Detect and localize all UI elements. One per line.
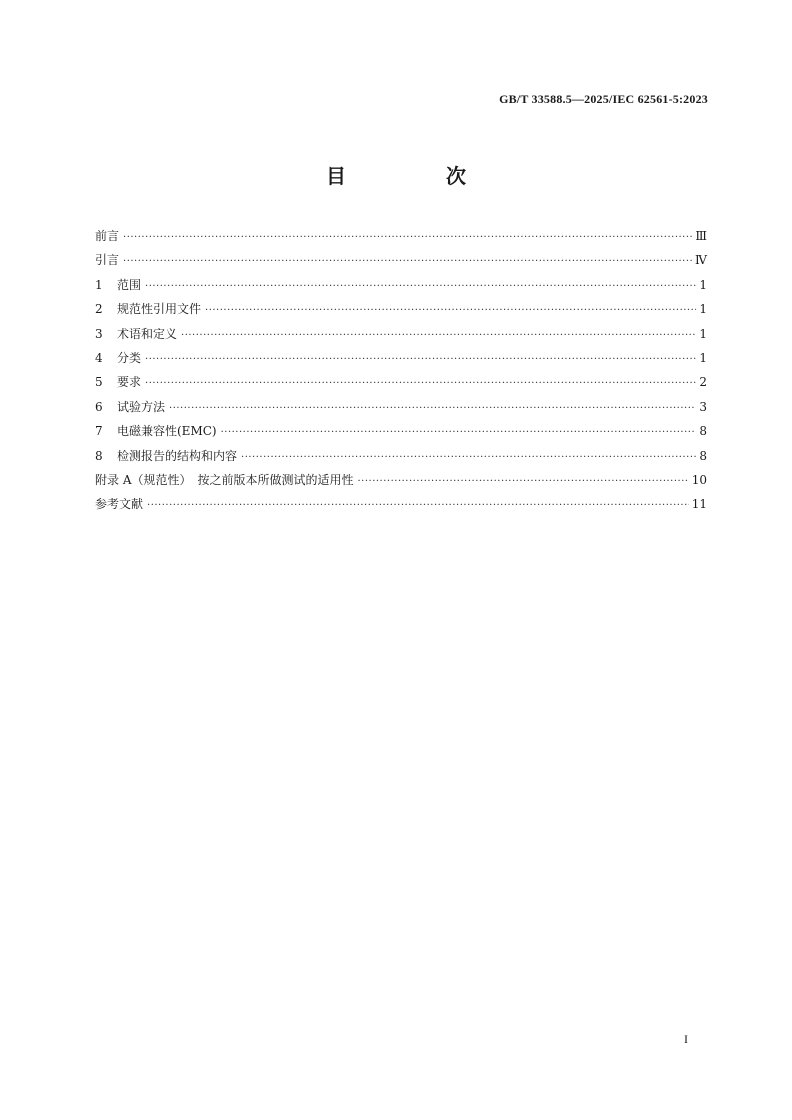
toc-dot-leader <box>147 496 689 516</box>
toc-entry-label: 附录 A（规范性） 按之前版本所做测试的适用性 <box>95 472 354 487</box>
toc-entry-label: 术语和定义 <box>117 326 178 341</box>
toc-entry[interactable] <box>95 348 707 372</box>
toc-entry[interactable] <box>95 470 707 494</box>
toc-entry-number: 8 <box>95 448 103 463</box>
toc-dot-leader <box>169 399 696 419</box>
toc-dot-leader <box>123 228 692 248</box>
toc-entry-label: 电磁兼容性(EMC) <box>117 424 217 439</box>
toc-entry-label: 范围 <box>117 277 142 292</box>
toc-entry-page: 8 <box>699 448 707 463</box>
toc-dot-leader <box>145 350 696 370</box>
toc-entry-number: 5 <box>95 375 103 390</box>
toc-entry-page: 3 <box>699 399 707 414</box>
toc-entry[interactable] <box>95 372 707 396</box>
toc-entry-label: 规范性引用文件 <box>117 302 202 317</box>
toc-entry[interactable] <box>95 421 707 445</box>
toc-entry-page: Ⅳ <box>695 253 707 268</box>
toc-entry-label: 前言 <box>95 229 120 243</box>
toc-entry-label: 要求 <box>117 375 142 390</box>
toc-dot-leader <box>181 326 696 346</box>
toc-entry-label: 分类 <box>117 350 142 365</box>
toc-entry-page: 11 <box>691 497 707 512</box>
page-number: I <box>684 1032 688 1046</box>
toc-entry-number: 4 <box>95 350 103 365</box>
toc-dot-leader <box>145 277 696 297</box>
standard-number-header: GB/T 33588.5—2025/IEC 62561-5:2023 <box>499 92 708 106</box>
toc-entry-label: 检测报告的结构和内容 <box>117 448 238 463</box>
toc-dot-leader <box>357 472 688 492</box>
toc-dot-leader <box>123 252 692 272</box>
toc-entry[interactable] <box>95 397 707 421</box>
toc-entry[interactable] <box>95 250 707 274</box>
toc-entry[interactable] <box>95 226 707 250</box>
toc-entry-number: 1 <box>95 277 103 292</box>
page-title: 目 次 <box>326 164 506 188</box>
toc-entry-page: 1 <box>699 326 707 341</box>
toc-entry-number: 7 <box>95 424 103 439</box>
toc-entry-number: 3 <box>95 326 103 341</box>
toc-entry-page: Ⅲ <box>695 229 707 243</box>
toc-entry-number: 2 <box>95 302 103 317</box>
toc-entry[interactable] <box>95 494 707 518</box>
toc-entry[interactable] <box>95 299 707 323</box>
toc-entry-page: 10 <box>691 472 707 487</box>
toc-entry-number: 6 <box>95 399 103 414</box>
toc-dot-leader <box>221 423 696 443</box>
toc-entry-page: 1 <box>699 350 707 365</box>
toc-dot-leader <box>241 448 696 468</box>
toc-entry[interactable] <box>95 324 707 348</box>
toc-entry-label: 参考文献 <box>95 497 144 512</box>
toc-entry-label: 试验方法 <box>117 399 166 414</box>
toc-dot-leader <box>205 301 696 321</box>
toc-entry-page: 8 <box>699 424 707 439</box>
toc-entry-page: 2 <box>699 375 707 390</box>
toc-entry-label: 引言 <box>95 253 120 268</box>
toc-entry[interactable] <box>95 275 707 299</box>
table-of-contents <box>95 226 707 519</box>
toc-dot-leader <box>145 374 696 394</box>
toc-entry[interactable] <box>95 446 707 470</box>
toc-entry-page: 1 <box>699 277 707 292</box>
toc-entry-page: 1 <box>699 302 707 317</box>
